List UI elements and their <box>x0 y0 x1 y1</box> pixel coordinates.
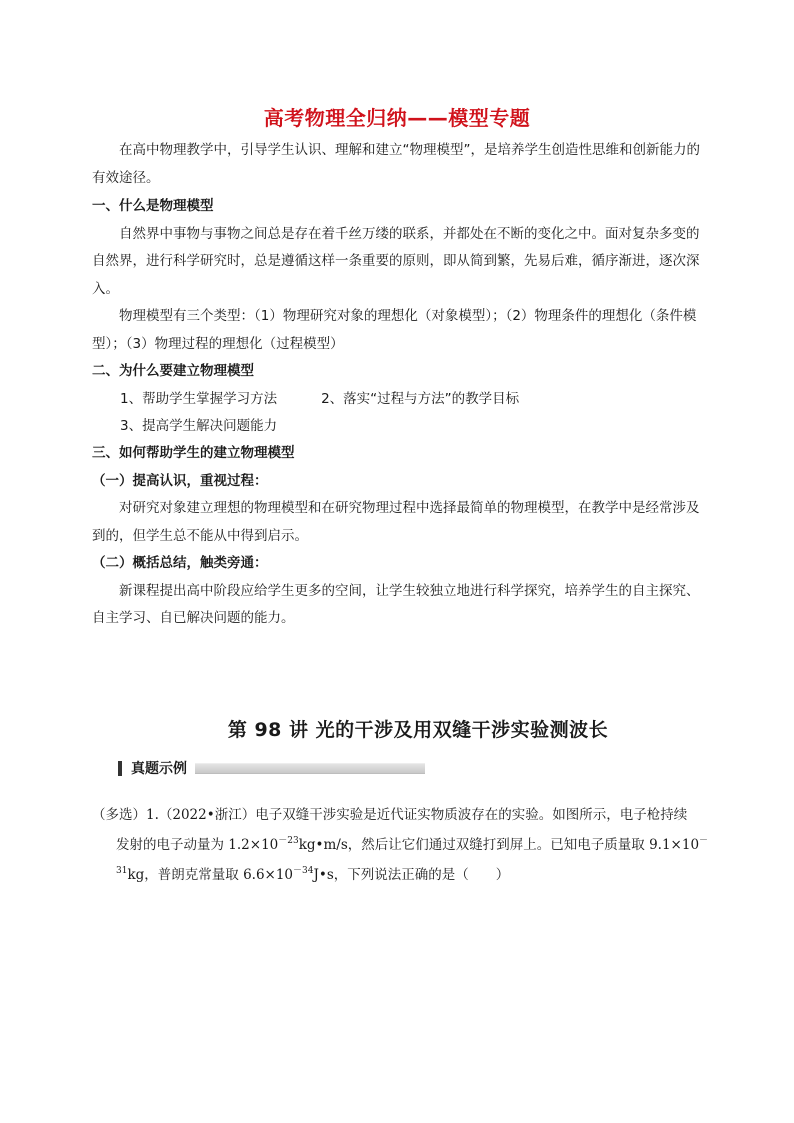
section-1-heading: 一、什么是物理模型 <box>92 198 214 214</box>
intro-paragraph: 在高中物理教学中，引导学生认识、理解和建立“物理模型”，是培养学生创造性思维和创新能力的有效途径。 <box>92 142 700 186</box>
section-label-bar <box>118 757 425 779</box>
section-rule <box>195 763 425 774</box>
list-item: 1、帮助学生掌握学习方法 <box>120 390 278 407</box>
lecture-title: 第 98 讲 光的干涉及用双缝干涉实验测波长 <box>227 719 609 741</box>
section-2 <box>92 358 708 441</box>
section-3-subheading-2: （二）概括总结，触类旁通： <box>92 555 268 571</box>
section-2-items-row <box>92 413 708 441</box>
section-2-heading: 二、为什么要建立物理模型 <box>92 363 254 379</box>
section-1-paragraph-1: 自然界中事物与事物之间总是存在着千丝万缕的联系，并都处在不断的变化之中。面对复杂多变的自然界，进行科学研究时，总是遵循这样一条重要的原则，即从简到繁，先易后难，循序渐进，逐次深入。 <box>92 225 700 297</box>
list-item: 2、落实“过程与方法”的教学目标 <box>321 390 520 407</box>
section-2-items-row <box>92 386 708 414</box>
section-3-paragraph-2: 新课程提出高中阶段应给学生更多的空间，让学生较独立地进行科学探究，培养学生的自主探究、自主学习、自已解决问题的能力。 <box>92 582 700 626</box>
section-3-heading: 三、如何帮助学生的建立物理模型 <box>92 445 295 461</box>
list-item: 3、提高学生解决问题能力 <box>120 418 278 434</box>
problem-line-1: （多选）1.（2022•浙江）电子双缝干涉实验是近代证实物质波存在的实验。如图所示，电子枪持续 <box>92 807 688 823</box>
main-title: 高考物理全归纳——模型专题 <box>263 106 531 130</box>
section-3-paragraph-1: 对研究对象建立理想的物理模型和在研究物理过程中选择最简单的物理模型，在教学中是经常涉及到的，但学生总不能从中得到启示。 <box>92 500 700 544</box>
problem-line-3: $^{31}$kg，普朗克常量取 $6.6\times 10^{-34}J•s$，下列说法正确的是（ ） <box>116 866 510 883</box>
section-1-paragraph-2: 物理模型有三个类型：（1）物理研究对象的理想化（对象模型）；（2）物理条件的理想化（条件模型）；（3）物理过程的理想化（过程模型） <box>92 308 697 352</box>
section-label: 真题示例 <box>131 761 187 777</box>
intro-block <box>92 137 708 192</box>
section-3-subheading-1: （一）提高认识，重视过程： <box>92 472 268 489</box>
problem-1 <box>92 800 710 890</box>
problem-line-2: 发射的电子动量为 $1.2\times 10^{-23}kg•m/s$，然后让它们通过双缝打到屏上。已知电子质量取 9.1×10－ <box>116 836 709 853</box>
section-3 <box>92 440 708 633</box>
section-marker <box>118 761 122 776</box>
section-1 <box>92 193 708 358</box>
